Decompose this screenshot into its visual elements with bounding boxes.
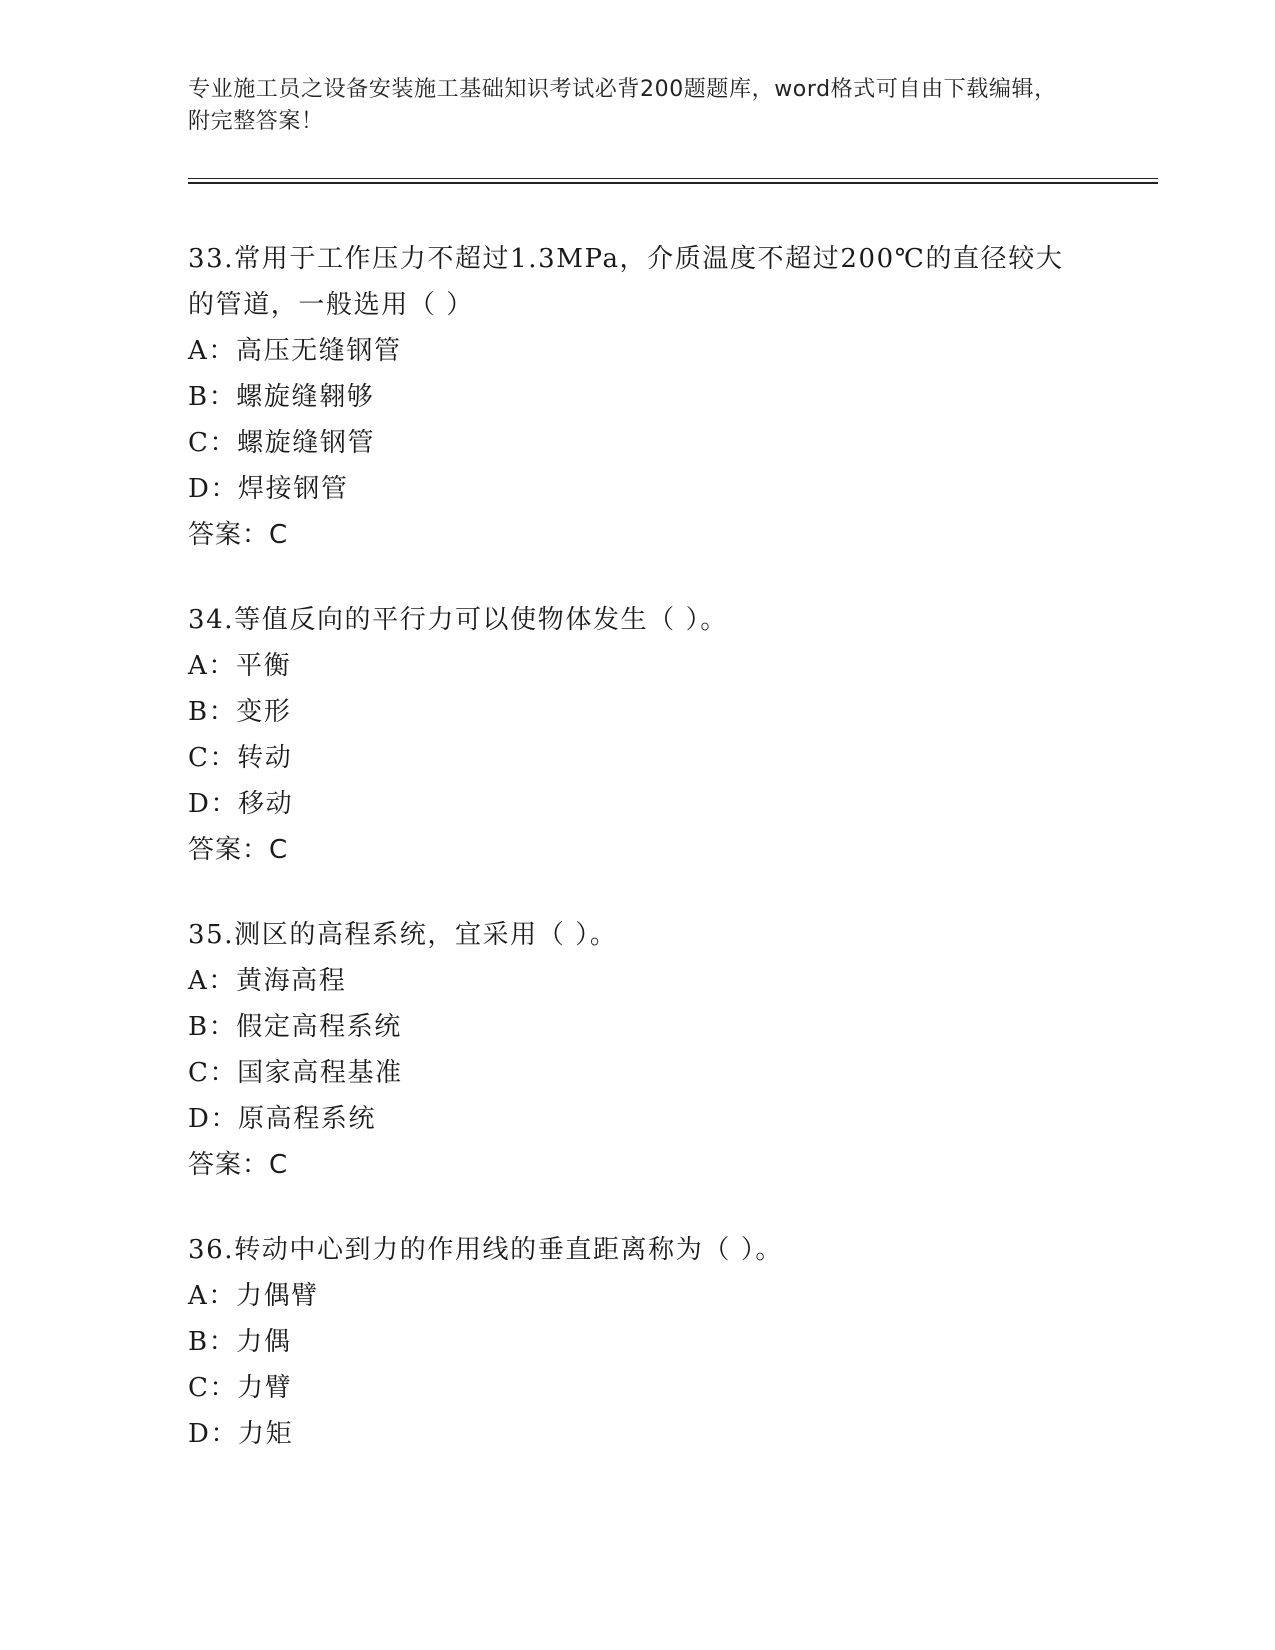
answer-line: 答案：C <box>188 520 289 550</box>
option-d: D：焊接钢管 <box>188 474 349 504</box>
question-34 <box>188 597 1088 873</box>
header-divider-thick <box>188 182 1158 184</box>
option-d: D：原高程系统 <box>188 1104 377 1134</box>
option-c: C：螺旋缝钢管 <box>188 428 376 458</box>
option-b: B：螺旋缝翱够 <box>188 382 375 412</box>
answer-line: 答案：C <box>188 835 289 865</box>
question-list <box>188 236 1088 1496</box>
option-c: C：力臂 <box>188 1373 293 1403</box>
question-stem: 33.常用于工作压力不超过1.3MPa，介质温度不超过200℃的直径较大的管道，一般选用（ ） <box>188 244 1064 320</box>
option-a: A：平衡 <box>188 651 292 681</box>
option-c: C：国家高程基准 <box>188 1058 403 1088</box>
question-stem: 35.测区的高程系统，宜采用（ ）。 <box>188 920 618 950</box>
option-a: A：力偶臂 <box>188 1281 319 1311</box>
option-b: B：假定高程系统 <box>188 1012 402 1042</box>
option-a: A：高压无缝钢管 <box>188 336 402 366</box>
header-divider-thin <box>188 178 1158 179</box>
option-b: B：力偶 <box>188 1327 292 1357</box>
question-stem: 36.转动中心到力的作用线的垂直距离称为（ ）。 <box>188 1235 784 1265</box>
question-36 <box>188 1227 1088 1457</box>
question-33 <box>188 236 1088 558</box>
option-b: B：变形 <box>188 697 292 727</box>
option-c: C：转动 <box>188 743 293 773</box>
question-35 <box>188 912 1088 1188</box>
option-a: A：黄海高程 <box>188 966 347 996</box>
question-stem: 34.等值反向的平行力可以使物体发生（ ）。 <box>188 605 728 635</box>
document-header: 专业施工员之设备安装施工基础知识考试必背200题题库，word格式可自由下载编辑，附完整答案！ <box>188 77 1057 134</box>
answer-line: 答案：C <box>188 1150 289 1180</box>
option-d: D：力矩 <box>188 1419 294 1449</box>
option-d: D：移动 <box>188 789 294 819</box>
